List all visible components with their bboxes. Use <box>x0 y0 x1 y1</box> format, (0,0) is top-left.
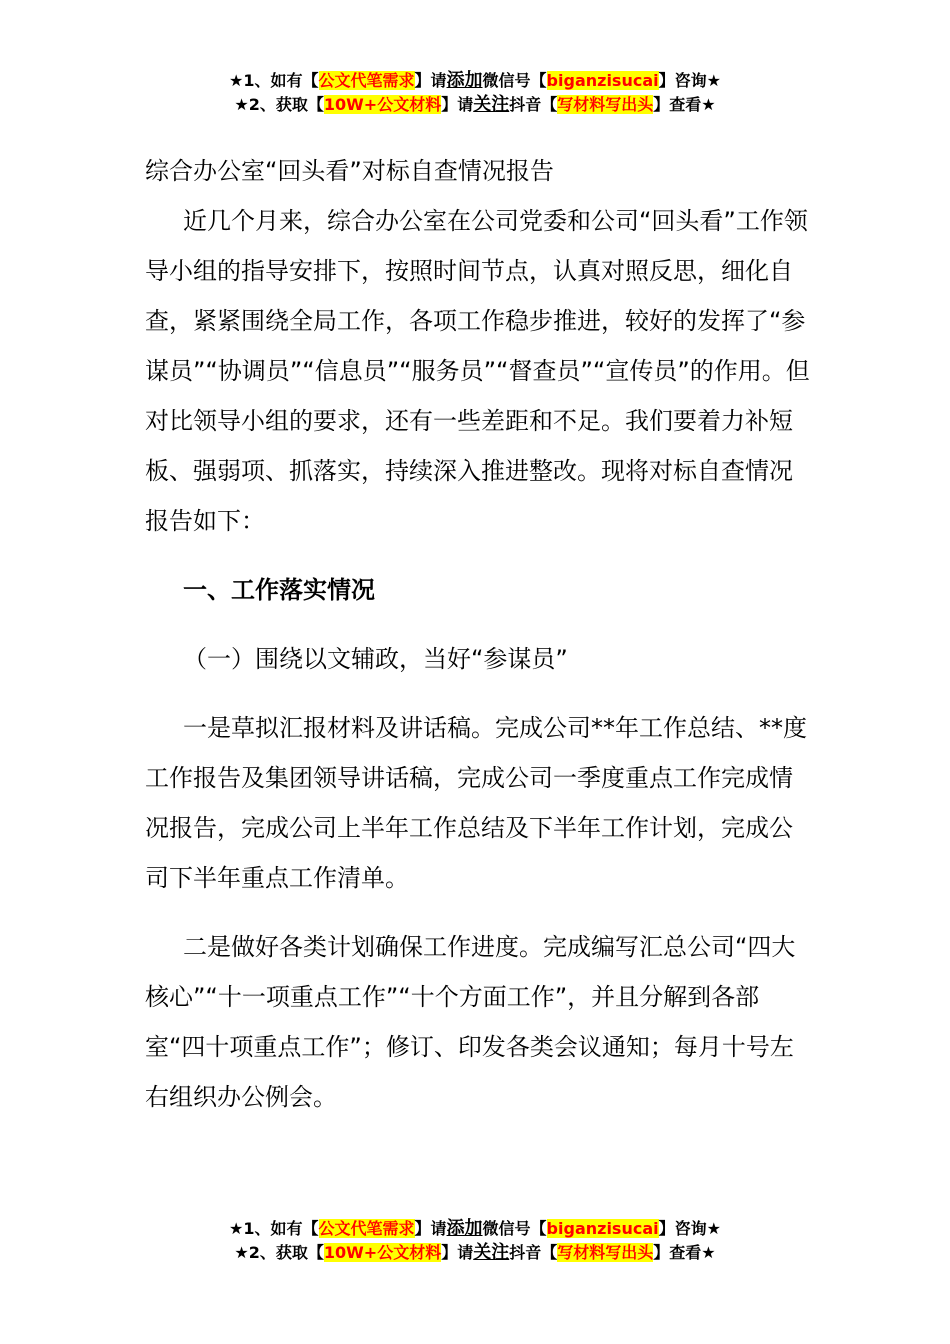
promo-highlight: 10W+公文材料 <box>323 1243 442 1262</box>
promo-text: 抖音【 <box>509 1243 558 1262</box>
promo-highlight: 公文代笔需求 <box>318 71 415 90</box>
promo-highlight: biganzisucai <box>546 1219 659 1238</box>
bottom-promo-banner <box>0 1217 950 1265</box>
promo-text: 】请 <box>414 1219 447 1238</box>
intro-paragraph: 近几个月来，综合办公室在公司党委和公司“回头看”工作领导小组的指导安排下，按照时间节点，认真对照反思，细化自查，紧紧围绕全局工作，各项工作稳步推进，较好的发挥了“参谋员”“协调员”“信息员”“服务员”“督查员”“宣传员”的作用。但对比领导小组的要求，还有一些差距和不足。我们要着力补短板、强弱项、抓落实，持续深入推进整改。现将对标自查情况报告如下： <box>145 207 810 535</box>
item-paragraph-2: 二是做好各类计划确保工作进度。完成编写汇总公司“四大核心”“十一项重点工作”“十个方面工作”，并且分解到各部室“四十项重点工作”；修订、印发各类会议通知；每月十号左右组织办公例会。 <box>145 933 796 1111</box>
promo-text: 抖音【 <box>509 95 558 114</box>
promo-line-1 <box>0 69 950 93</box>
promo-highlight: 10W+公文材料 <box>323 95 442 114</box>
promo-highlight: 公文代笔需求 <box>318 1219 415 1238</box>
promo-text: ★1、如有【 <box>229 71 319 90</box>
promo-underline: 关注 <box>473 1242 510 1263</box>
top-promo-banner <box>0 69 950 117</box>
subsection-heading: （一）围绕以文辅政，当好“参谋员” <box>183 645 568 673</box>
promo-text: ★1、如有【 <box>229 1219 319 1238</box>
promo-text: 】请 <box>441 95 474 114</box>
promo-line-1 <box>0 1217 950 1241</box>
promo-text: ★2、获取【 <box>234 1243 324 1262</box>
promo-highlight: biganzisucai <box>546 71 659 90</box>
document-body <box>145 146 810 1141</box>
promo-text: 】查看★ <box>653 1243 716 1262</box>
promo-text: 】咨询★ <box>658 71 721 90</box>
section-heading: 一、工作落实情况 <box>183 576 375 604</box>
promo-highlight: 写材料写出头 <box>557 95 654 114</box>
promo-underline: 添加 <box>446 1218 483 1239</box>
promo-highlight: 写材料写出头 <box>557 1243 654 1262</box>
promo-line-2 <box>0 1241 950 1265</box>
promo-text: 微信号【 <box>482 71 547 90</box>
document-title: 综合办公室“回头看”对标自查情况报告 <box>145 157 554 185</box>
promo-underline: 关注 <box>473 94 510 115</box>
promo-text: ★2、获取【 <box>234 95 324 114</box>
promo-text: 】请 <box>414 71 447 90</box>
promo-underline: 添加 <box>446 70 483 91</box>
promo-text: 】咨询★ <box>658 1219 721 1238</box>
item-paragraph-1: 一是草拟汇报材料及讲话稿。完成公司**年工作总结、**度工作报告及集团领导讲话稿，完成公司一季度重点工作完成情况报告，完成公司上半年工作总结及下半年工作计划，完成公司下半年重点工作清单。 <box>145 714 807 892</box>
promo-text: 】查看★ <box>653 95 716 114</box>
promo-text: 微信号【 <box>482 1219 547 1238</box>
promo-line-2 <box>0 93 950 117</box>
promo-text: 】请 <box>441 1243 474 1262</box>
